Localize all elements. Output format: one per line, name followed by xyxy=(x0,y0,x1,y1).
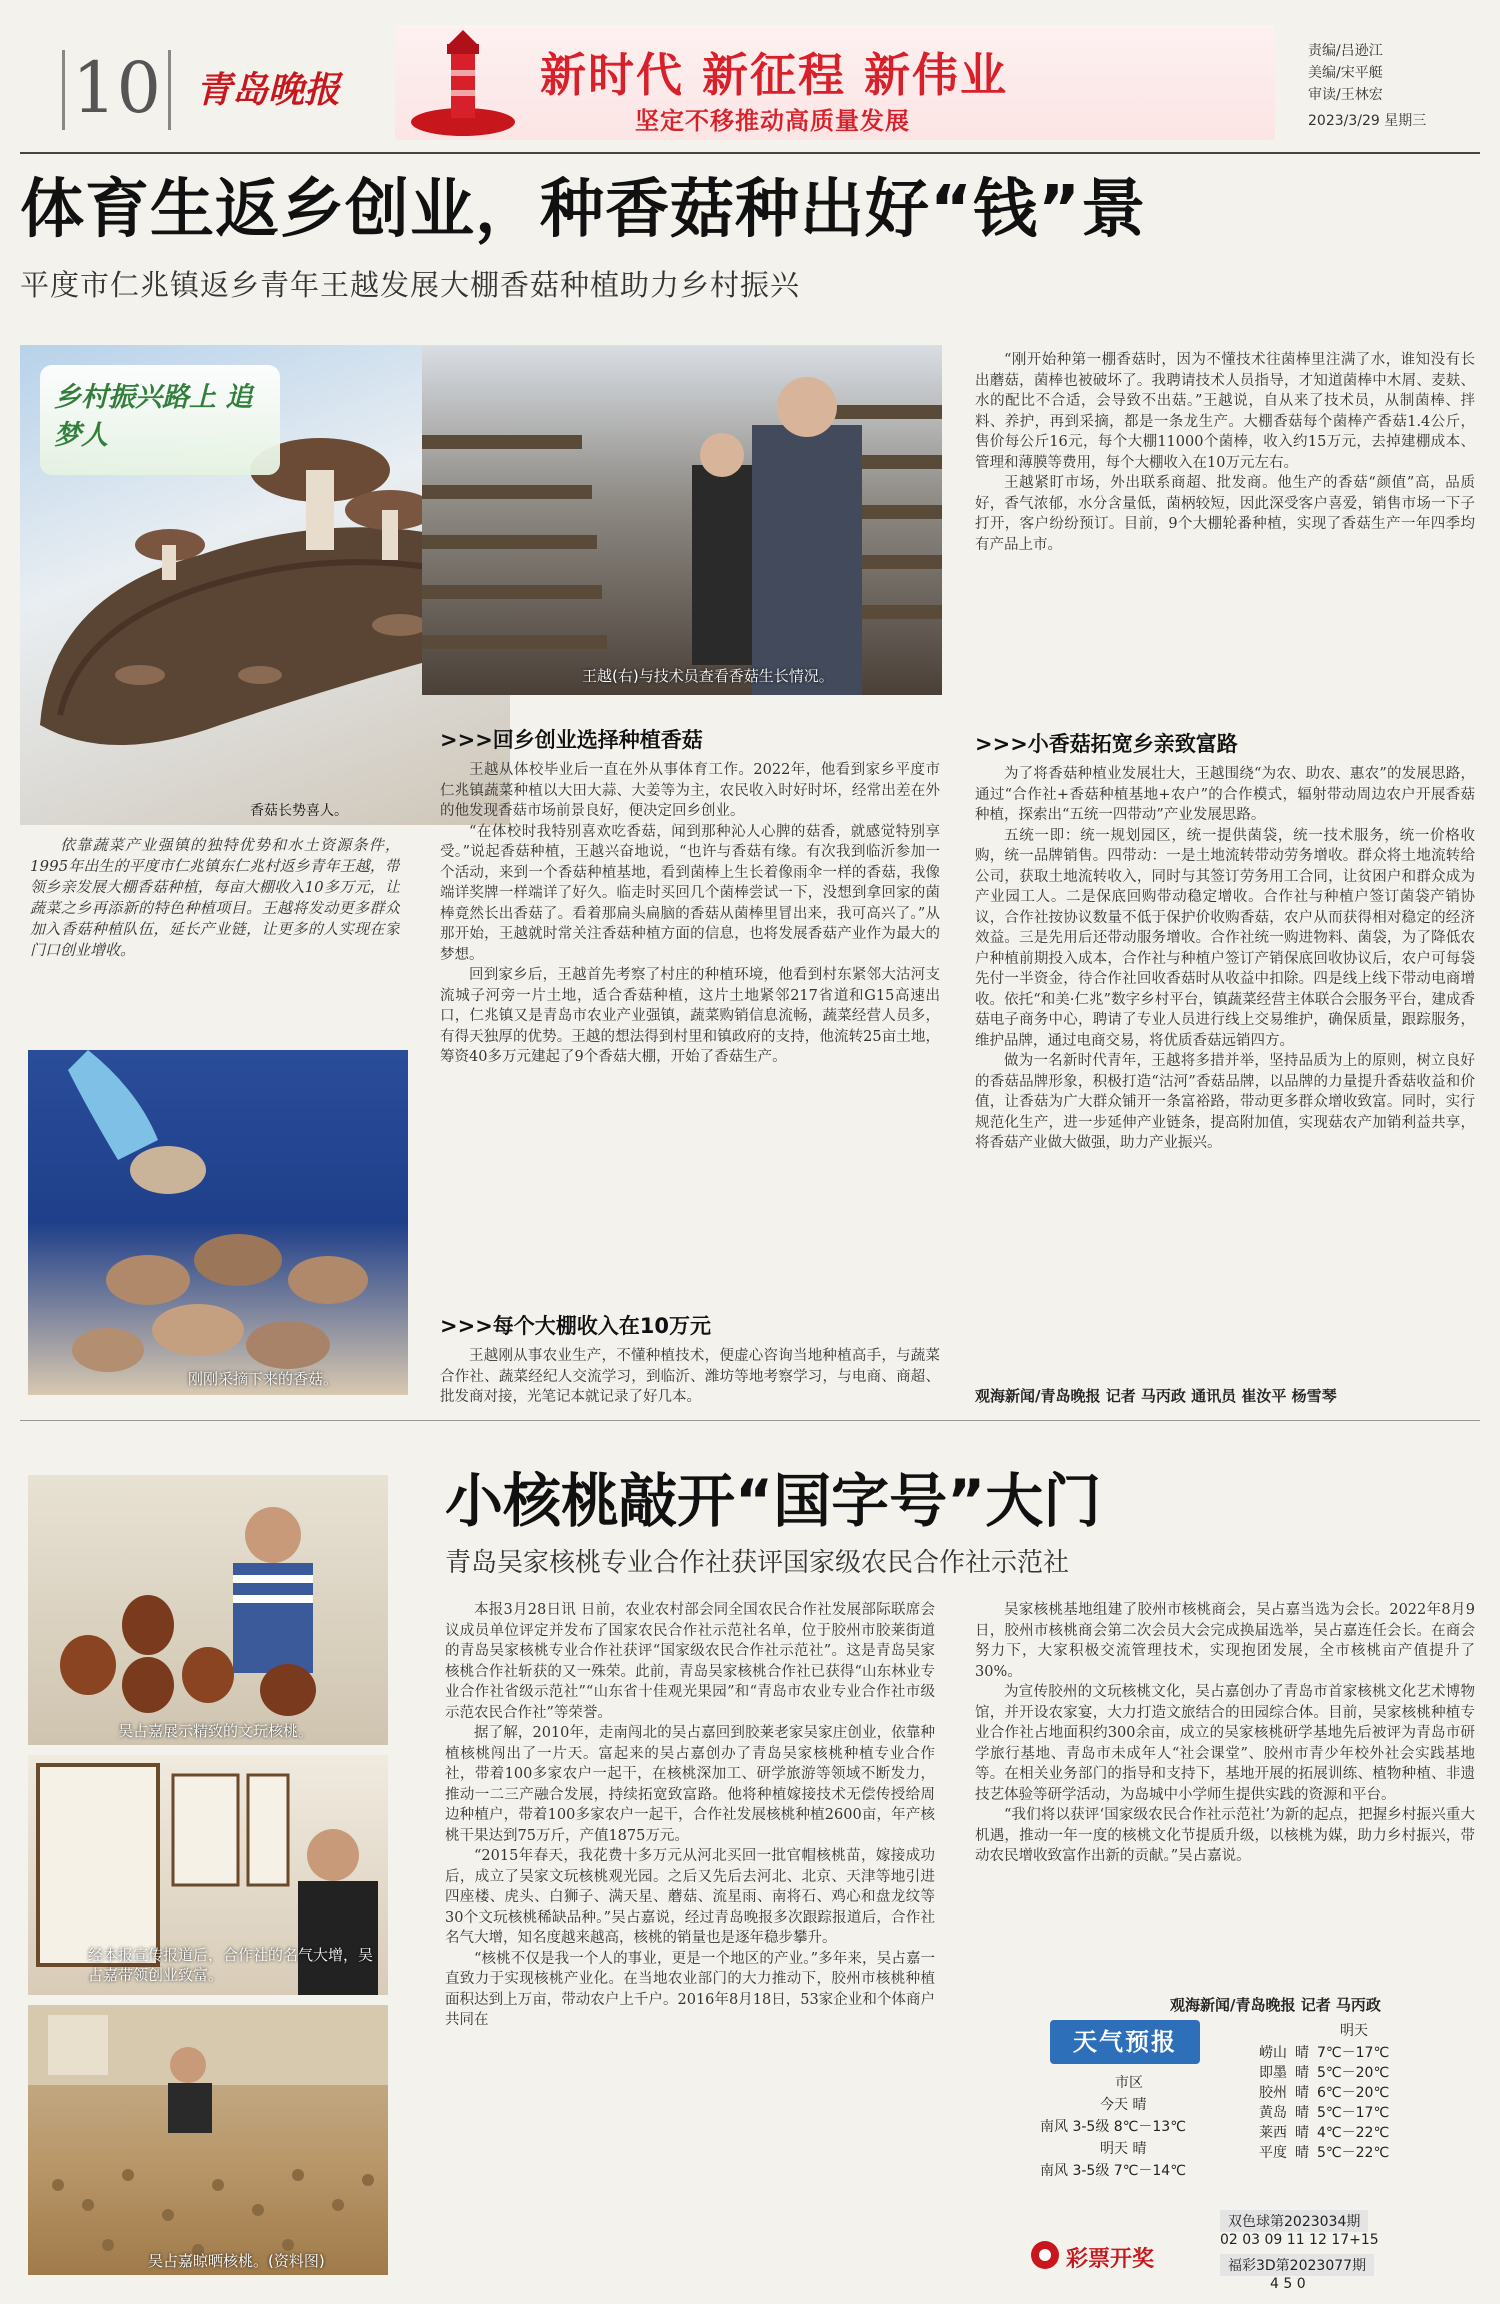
district-temp: 5℃－22℃ xyxy=(1317,2145,1390,2161)
tomorrow-wind: 南风 3-5级 7℃－14℃ xyxy=(1040,2163,1186,2179)
paragraph: 本报3月28日讯 日前，农业农村部会同全国农民合作社发展部际联席会议成员单位评定并发布了国家农民合作社示范社名单，位于胶州市胶莱街道的青岛吴家核桃专业合作社获评“国家级农民合作社示范社”。这是青岛吴家核桃合作社斩获的又一殊荣。此前，青岛吴家核桃合作社已获得“山东林业专业合作社省级示范社”“山东省十佳观光果园”和“青岛市农业专业合作社市级示范农民合作社”等荣誉。 xyxy=(445,1602,935,1721)
district-weather: 晴 xyxy=(1295,2065,1309,2081)
weather-box xyxy=(1040,2020,1475,2205)
district-name: 黄岛 xyxy=(1259,2105,1287,2121)
paragraph: 回到家乡后，王越首先考察了村庄的种植环境，他看到村东紧邻大沽河支流城子河旁一片土地，适合香菇种植，这片土地紧邻217省道和G15高速出口，仁兆镇又是青岛市农业产业强镇，蔬菜购销信息流畅，蔬菜经营人员多，有得天独厚的优势。王越的想法得到村里和镇政府的支持，他流转25亩土地，筹资40多万元建起了9个香菇大棚，开始了香菇生产。 xyxy=(440,967,940,1065)
section2-body-cont xyxy=(975,350,1475,705)
article2-photo-exhibit xyxy=(28,1755,388,1995)
photo2-caption: 王越(右)与技术员查看香菇生长情况。 xyxy=(582,667,834,685)
article1-byline: 观海新闻/青岛晚报 记者 马丙政 通讯员 崔汝平 杨雪琴 xyxy=(975,1387,1337,1405)
district-name: 崂山 xyxy=(1259,2045,1287,2061)
weather-title: 天气预报 xyxy=(1050,2020,1200,2064)
district-name: 莱西 xyxy=(1259,2125,1287,2141)
district-name: 胶州 xyxy=(1259,2085,1287,2101)
paragraph: 为宣传胶州的文玩核桃文化，吴占嘉创办了青岛市首家核桃文化艺术博物馆，并开设农家宴，大力打造文旅结合的田园综合体。目前，吴家核桃种植专业合作社占地面积约300余亩，成立的吴家核桃研学基地先后被评为青岛市研学旅行基地、青岛市未成年人“社会课堂”、胶州市青少年校外社会实践基地等。在相关业务部门的指导和支持下，基地开展的拓展训练、植物种植、非遗技艺体验等研学活动，为岛城中小学师生提供实践的资源和平台。 xyxy=(975,1684,1475,1803)
photo1-caption: 香菇长势喜人。 xyxy=(250,803,348,819)
district-weather: 晴 xyxy=(1295,2085,1309,2101)
header-rule xyxy=(20,152,1480,154)
article1-headline: 体育生返乡创业，种香菇种出好“钱”景 xyxy=(20,173,1147,247)
page-number-divider xyxy=(62,50,65,130)
article2-byline: 观海新闻/青岛晚报 记者 马丙政 xyxy=(1170,1996,1381,2014)
district-row xyxy=(1255,2042,1393,2062)
district-name: 即墨 xyxy=(1259,2065,1287,2081)
article2-photo-walnuts xyxy=(28,1475,388,1745)
city-label: 市区 xyxy=(1115,2075,1143,2091)
today-label: 今天 晴 xyxy=(1100,2097,1147,2113)
district-temp: 5℃－17℃ xyxy=(1317,2105,1390,2121)
paragraph: 做为一名新时代青年，王越将多措并举，坚持品质为上的原则，树立良好的香菇品牌形象，积极打造“沽河”香菇品牌，以品牌的力量提升香菇收益和价值，让香菇为广大群众铺开一条富裕路，带动更多群众增收致富。同时，实行规范化生产，进一步延伸产业链条，提高附加值，实现菇农产加销利益共享，将香菇产业做大做强，助力产业振兴。 xyxy=(975,1053,1475,1151)
banner xyxy=(395,25,1275,140)
basket-illustration xyxy=(28,1050,408,1395)
district-weather: 晴 xyxy=(1295,2105,1309,2121)
article1-photo-basket xyxy=(28,1050,408,1395)
article1-lead: 依靠蔬菜产业强镇的独特优势和水土资源条件，1995年出生的平度市仁兆镇东仁兆村返乡青年王越，带领乡亲发展大棚香菇种植，每亩大棚收入10多万元，让蔬菜之乡再添新的特色种植项目。王越将发动更多群众加入香菇种植队伍，延长产业链，让更多的人实现在家门口创业增收。 xyxy=(30,836,400,959)
district-weather: 晴 xyxy=(1295,2145,1309,2161)
masthead xyxy=(0,0,1500,160)
districts-table xyxy=(1255,2042,1393,2162)
photo3-caption: 吴占嘉晾晒核桃。(资料图) xyxy=(148,2252,325,2270)
district-row xyxy=(1255,2062,1393,2082)
article2-subheadline: 青岛吴家核桃专业合作社获评国家级农民合作社示范社 xyxy=(445,1548,1070,1578)
district-temp: 4℃－22℃ xyxy=(1317,2125,1390,2141)
districts-header: 明天 xyxy=(1340,2023,1368,2039)
photo3-caption: 刚刚采摘下来的香菇。 xyxy=(188,1370,339,1388)
district-row xyxy=(1255,2122,1393,2142)
lottery-box xyxy=(1030,2210,1475,2300)
section1-body xyxy=(440,760,940,1315)
badge-text: 乡村振兴路上 追梦人 xyxy=(54,382,253,451)
lighthouse-icon xyxy=(403,30,523,140)
greenhouse-illustration xyxy=(422,345,942,695)
section2-body-start xyxy=(440,1346,940,1406)
district-row xyxy=(1255,2102,1393,2122)
district-name: 平度 xyxy=(1259,2145,1287,2161)
editors xyxy=(1308,40,1426,132)
paragraph: 据了解，2010年，走南闯北的吴占嘉回到胶莱老家吴家庄创业，依靠种植核桃闯出了一片天。富起来的吴占嘉创办了青岛吴家核桃种植专业合作社，带着100多家农户一起干，在核桃深加工、研学旅游等领域不断发力，推动一二三产融合发展，持续拓宽致富路。他将种植嫁接技术无偿传授给周边种植户，带着100多家农户一起干，合作社发展核桃种植2600亩，年产核桃干果达到75万斤，产值1875万元。 xyxy=(445,1725,935,1844)
district-temp: 5℃－20℃ xyxy=(1317,2065,1390,2081)
district-row xyxy=(1255,2082,1393,2102)
paragraph: 为了将香菇种植业发展壮大，王越围绕“为农、助农、惠农”的发展思路，通过“合作社+香菇种植基地+农户”的合作模式，辐射带动周边农户开展香菇种植，探索出“五统一四带动”产业发展思路。 xyxy=(975,766,1475,823)
paragraph: 王越紧盯市场，外出联系商超、批发商。他生产的香菇“颜值”高，品质好，香气浓郁，水分含量低，菌柄较短，因此深受客户喜爱，销售市场一下子打开，客户纷纷预订。目前，9个大棚轮番种植，实现了香菇生产一年四季均有产品上市。 xyxy=(975,475,1475,553)
paragraph: “2015年春天，我花费十多万元从河北买回一批官帽核桃苗，嫁接成功后，成立了吴家文玩核桃观光园。之后又先后去河北、北京、天津等地引进四座楼、虎头、白狮子、满天星、蘑菇、流星雨、南将石、鸡心和盘龙纹等30个文玩核桃稀缺品种。”吴占嘉说，经过青岛晚报多次跟踪报道后，合作社名气大增，知名度越来越高，核桃的销量也是逐年稳步攀升。 xyxy=(445,1848,935,1946)
photo1-caption: 吴占嘉展示精致的文玩核桃。 xyxy=(118,1722,314,1740)
article2-body-col2 xyxy=(975,1600,1475,1990)
page-number-divider-right xyxy=(168,50,171,130)
article2-headline: 小核桃敲开“国字号”大门 xyxy=(445,1467,1102,1535)
article1-subheadline: 平度市仁兆镇返乡青年王越发展大棚香菇种植助力乡村振兴 xyxy=(20,268,801,302)
issue-date: 2023/3/29 星期三 xyxy=(1308,113,1427,129)
article2-photo-drying xyxy=(28,2005,388,2275)
district-temp: 7℃－17℃ xyxy=(1317,2045,1390,2061)
editor-line: 美编/宋平艇 xyxy=(1308,65,1383,81)
paragraph: 五统一即：统一规划园区，统一提供菌袋，统一技术服务，统一价格收购，统一品牌销售。四带动：一是土地流转带动劳务增收。群众将土地流转给公司，获取土地流转收入，同时与其签订劳务用工合同，让贫困户和群众成为产业园工人。二是保底回购带动稳定增收。合作社与种植户签订菌袋产销协议，合作社按协议数量不低于保护价收购香菇，农户从而获得相对稳定的经济效益。三是先用后还带动服务增收。合作社统一购进物料、菌袋，为了降低农户种植前期投入成本，合作社与种植户签订产销保底回收协议后，农户可每袋先付一半资金，待合作社回收香菇时从收益中扣除。四是线上线下带动电商增收。依托“和美·仁兆”数字乡村平台，镇蔬菜经营主体联合会服务平台，建成香菇电子商务中心，聘请了专业人员进行线上交易维护，确保质量，跟踪服务，维护品牌，通过电商交易，将优质香菇远销四方。 xyxy=(975,827,1475,1049)
drying-walnuts-illustration xyxy=(28,2005,388,2275)
paragraph: 王越刚从事农业生产，不懂种植技术，便虚心咨询当地种植高手，与蔬菜合作社、蔬菜经纪人交流学习，到临沂、潍坊等地考察学习，与电商、商超、批发商对接，光笔记本就记录了好几本。 xyxy=(440,1348,940,1405)
column-badge xyxy=(40,365,280,475)
article1-photo-greenhouse xyxy=(422,345,942,695)
editor-line: 审读/王林宏 xyxy=(1308,87,1383,103)
article2-body-col1 xyxy=(445,1600,935,2280)
paragraph: 吴家核桃基地组建了胶州市核桃商会，吴占嘉当选为会长。2022年8月9日，胶州市核桃商会第二次会员大会完成换届选举，吴占嘉连任会长。在商会努力下，大家积极交流管理技术，实现抱团发展，全市核桃亩产值提升了30%。 xyxy=(975,1602,1475,1680)
photo2-caption: 经本报宣传报道后，合作社的名气大增，吴占嘉带领创业致富。 xyxy=(88,1946,374,1984)
section2-title: >>>每个大棚收入在10万元 xyxy=(440,1314,712,1338)
lottery-icon xyxy=(1030,2240,1060,2270)
district-weather: 晴 xyxy=(1295,2125,1309,2141)
district-temp: 6℃－20℃ xyxy=(1317,2085,1390,2101)
paper-name: 青岛晚报 xyxy=(196,69,341,111)
ssq-label: 双色球第2023034期 xyxy=(1220,2210,1368,2232)
paragraph: “刚开始种第一棚香菇时，因为不懂技术往菌棒里注满了水，谁知没有长出蘑菇，菌棒也被破坏了。我聘请技术人员指导，才知道菌棒中木屑、麦麸、水的配比不合适，会导致不出菇。”王越说，自从来了技术员，从制菌棒、拌料、养护，再到采摘，都是一条龙生产。大棚香菇每个菌棒产香菇1.4公斤，售价每公斤16元，每个大棚11000个菌棒，收入约15万元，去掉建棚成本、管理和薄膜等费用，每个大棚收入在10万元左右。 xyxy=(975,352,1475,471)
page-number: 10 xyxy=(72,47,162,129)
district-weather: 晴 xyxy=(1295,2045,1309,2061)
section3-title: >>>小香菇拓宽乡亲致富路 xyxy=(975,732,1238,756)
article-divider xyxy=(20,1420,1480,1421)
fc3d-numbers: 4 5 0 xyxy=(1270,2276,1306,2292)
ssq-numbers: 02 03 09 11 12 17+15 xyxy=(1220,2232,1379,2248)
lottery-title: 彩票开奖 xyxy=(1066,2247,1155,2272)
today-wind: 南风 3-5级 8℃－13℃ xyxy=(1040,2119,1186,2135)
banner-sub: 坚定不移推动高质量发展 xyxy=(635,107,910,135)
paragraph: “核桃不仅是我一个人的事业，更是一个地区的产业。”多年来，吴占嘉一直致力于实现核桃产业化。在当地农业部门的大力推动下，胶州市核桃种植面积达到上万亩，带动农户上千户。2016年8月18日，53家企业和个体商户共同在 xyxy=(445,1950,935,2028)
walnut-display-illustration xyxy=(28,1475,388,1745)
section3-body xyxy=(975,764,1475,1379)
editor-line: 责编/吕逊江 xyxy=(1308,43,1383,59)
tomorrow-label: 明天 晴 xyxy=(1100,2141,1147,2157)
section1-title: >>>回乡创业选择种植香菇 xyxy=(440,728,703,752)
fc3d-label: 福彩3D第2023077期 xyxy=(1220,2254,1374,2276)
paragraph: 王越从体校毕业后一直在外从事体育工作。2022年，他看到家乡平度市仁兆镇蔬菜种植以大田大蒜、大姜等为主，农民收入时好时坏，经常出差在外的他发现香菇市场前景良好，便决定回乡创业。 xyxy=(440,762,940,819)
district-row xyxy=(1255,2142,1393,2162)
paragraph: “我们将以获评‘国家级农民合作社示范社’为新的起点，把握乡村振兴重大机遇，推动一年一度的核桃文化节提质升级，以核桃为媒，助力乡村振兴，带动农民增收致富作出新的贡献。”吴占嘉说。 xyxy=(975,1807,1475,1864)
banner-main: 新时代 新征程 新伟业 xyxy=(540,48,1009,102)
paragraph: “在体校时我特别喜欢吃香菇，闻到那种沁人心脾的菇香，就感觉特别享受。”说起香菇种植，王越兴奋地说，“也许与香菇有缘。有次我到临沂参加一个活动，来到一个香菇种植基地，看到菌棒上生长着像雨伞一样的香菇，我像端详奖牌一样端详了好久。临走时买回几个菌棒尝试一下，没想到拿回家的菌棒竟然长出香菇了。看着那扁头扁脑的香菇从菌棒里冒出来，我可高兴了。”从那开始，王越就时常关注香菇种植方面的信息，也将发展香菇产业作为最大的梦想。 xyxy=(440,823,940,963)
